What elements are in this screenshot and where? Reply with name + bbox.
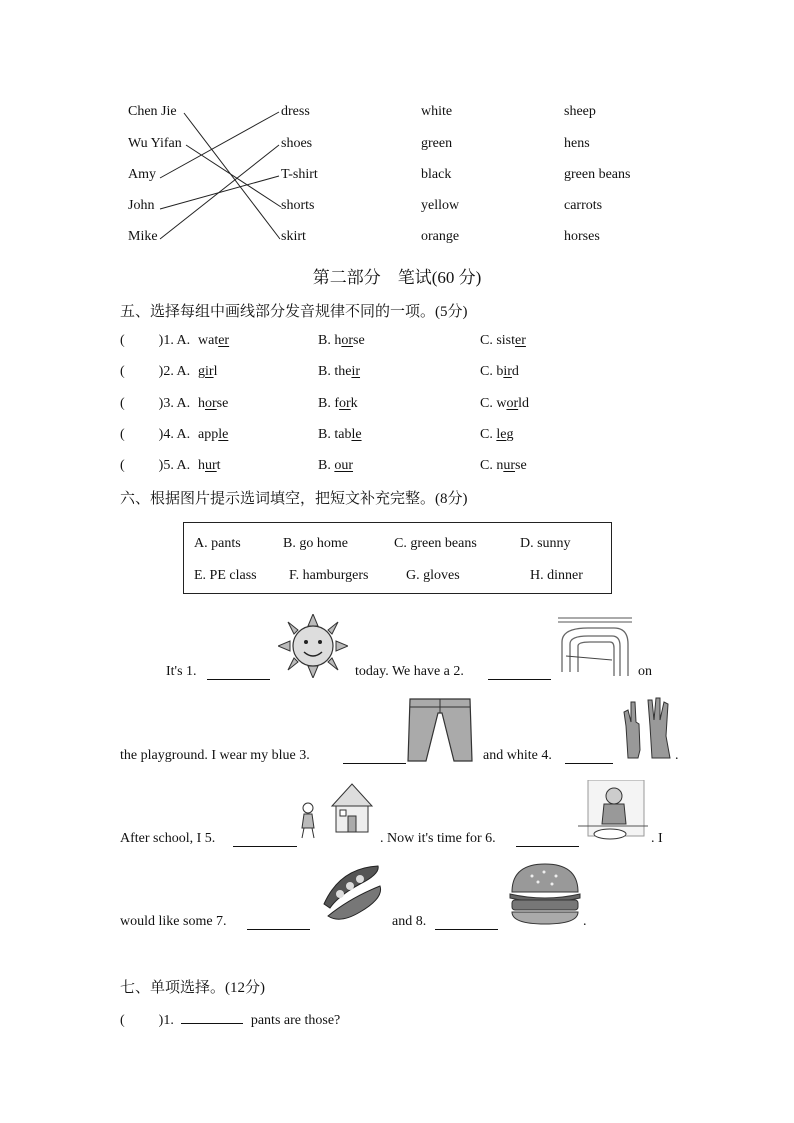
answer-blank[interactable] xyxy=(181,1009,243,1024)
passage-text: the playground. I wear my blue 3. xyxy=(120,748,310,763)
gloves-icon xyxy=(622,696,674,762)
passage-text: and 8. xyxy=(392,914,427,929)
clothes-item: shoes xyxy=(281,136,313,151)
option-b: B. their xyxy=(318,364,361,379)
passage-text: After school, I 5. xyxy=(120,831,216,846)
name-item: Wu Yifan xyxy=(128,136,182,151)
question-row: ( )5. A. xyxy=(120,458,191,473)
question-number: )3. A. xyxy=(158,396,191,411)
option-c: C. leg xyxy=(480,427,514,442)
sun-icon xyxy=(278,614,348,678)
option-b: B. table xyxy=(318,427,362,442)
option-item: E. PE class xyxy=(194,568,257,583)
option-item: F. hamburgers xyxy=(289,568,369,583)
question-number: )1. xyxy=(158,1013,174,1028)
part2-title: 第二部分 笔试(60 分) xyxy=(312,268,482,287)
clothes-item: skirt xyxy=(281,229,306,244)
match-line xyxy=(184,113,280,239)
passage-text: . xyxy=(675,748,679,763)
passage-text: and white 4. xyxy=(483,748,552,763)
option-a: apple xyxy=(198,427,229,442)
clothes-item: shorts xyxy=(281,198,315,213)
option-c: C. sister xyxy=(480,333,526,348)
option-a: horse xyxy=(198,396,229,411)
blank-6[interactable] xyxy=(516,832,579,847)
option-item: B. go home xyxy=(283,536,348,551)
blank-8[interactable] xyxy=(435,915,498,930)
option-b: B. our xyxy=(318,458,354,473)
animal-item: horses xyxy=(564,229,600,244)
passage-text: It's 1. xyxy=(166,664,197,679)
name-item: Mike xyxy=(128,229,158,244)
question-row: ( )4. A. xyxy=(120,427,191,442)
option-item: G. gloves xyxy=(406,568,460,583)
option-item: C. green beans xyxy=(394,536,477,551)
blank-1[interactable] xyxy=(207,665,270,680)
animal-item: sheep xyxy=(564,104,596,119)
match-line xyxy=(160,112,279,178)
playground-track-icon xyxy=(558,614,632,676)
passage-text: would like some 7. xyxy=(120,914,227,929)
section7-title: 七、单项选择。(12分) xyxy=(120,980,265,996)
option-c: C. nurse xyxy=(480,458,527,473)
question-row: ( )1. A. xyxy=(120,333,191,348)
blank-7[interactable] xyxy=(247,915,310,930)
clothes-item: T-shirt xyxy=(281,167,318,182)
matching-lines xyxy=(0,0,794,260)
word-options-box xyxy=(183,522,612,594)
question-number: )1. A. xyxy=(158,333,191,348)
color-item: white xyxy=(421,104,453,119)
color-item: green xyxy=(421,136,453,151)
animal-item: carrots xyxy=(564,198,603,213)
blank-2[interactable] xyxy=(488,665,551,680)
pants-icon xyxy=(406,697,474,763)
passage-text: . xyxy=(583,914,587,929)
animal-item: green beans xyxy=(564,167,631,182)
option-b: B. fork xyxy=(318,396,358,411)
question-row: ( )1. pants are those? xyxy=(120,1009,340,1029)
clothes-item: dress xyxy=(281,104,310,119)
question-row: ( )3. A. xyxy=(120,396,191,411)
option-c: C. bird xyxy=(480,364,519,379)
passage-text: today. We have a 2. xyxy=(355,664,464,679)
section5-title: 五、选择每组中画线部分发音规律不同的一项。(5分) xyxy=(120,304,468,320)
color-item: black xyxy=(421,167,452,182)
passage-text: . Now it's time for 6. xyxy=(380,831,496,846)
question-number: )5. A. xyxy=(158,458,191,473)
option-b: B. horse xyxy=(318,333,365,348)
question-text: pants are those? xyxy=(250,1013,341,1028)
name-item: Chen Jie xyxy=(128,104,177,119)
question-row: ( )2. A. xyxy=(120,364,191,379)
question-number: )2. A. xyxy=(158,364,191,379)
option-item: A. pants xyxy=(194,536,241,551)
name-item: John xyxy=(128,198,155,213)
color-item: orange xyxy=(421,229,460,244)
blank-3[interactable] xyxy=(343,749,406,764)
blank-5[interactable] xyxy=(233,832,297,847)
animal-item: hens xyxy=(564,136,590,151)
passage-text: . I xyxy=(651,831,663,846)
option-c: C. world xyxy=(480,396,530,411)
passage-text: on xyxy=(638,664,652,679)
option-a: hurt xyxy=(198,458,221,473)
question-number: )4. A. xyxy=(158,427,191,442)
color-item: yellow xyxy=(421,198,460,213)
go-home-icon xyxy=(296,780,380,840)
dinner-icon xyxy=(578,780,648,844)
green-beans-icon xyxy=(320,864,384,926)
section6-title: 六、根据图片提示选词填空，把短文补充完整。(8分) xyxy=(120,491,468,507)
option-a: water xyxy=(198,333,230,348)
option-item: H. dinner xyxy=(530,568,583,583)
option-a: girl xyxy=(198,364,218,379)
hamburger-icon xyxy=(508,862,582,928)
blank-4[interactable] xyxy=(565,749,613,764)
name-item: Amy xyxy=(128,167,156,182)
option-item: D. sunny xyxy=(520,536,571,551)
